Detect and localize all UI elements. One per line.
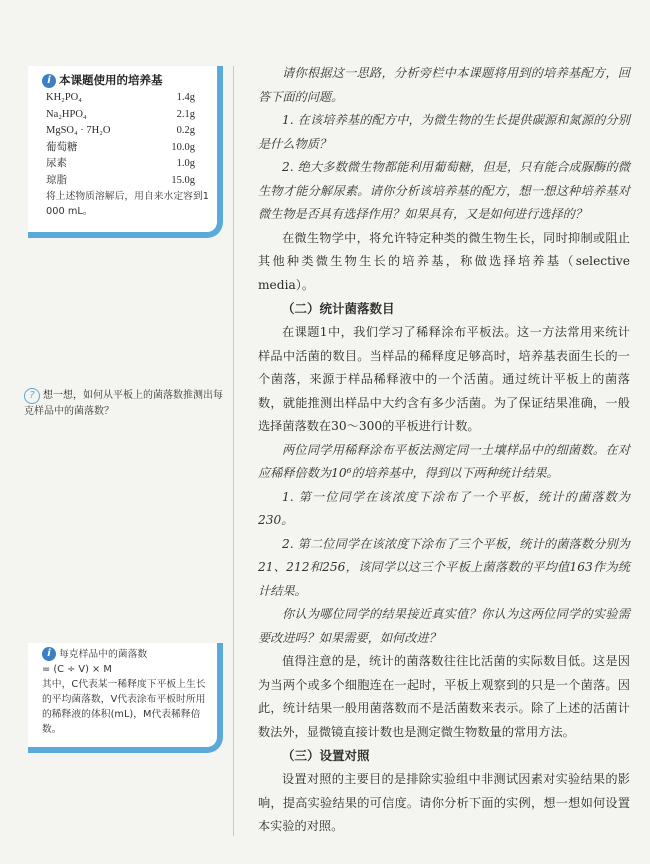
column-divider <box>233 66 234 836</box>
formula-title: i 每克样品中的菌落数 <box>42 647 209 662</box>
ingredient-row: MgSO₄ · 7H₂O 0.2g <box>46 125 195 136</box>
result-1: 1. 第一位同学在该浓度下涂布了一个平板，统计的菌落数为230。 <box>258 489 630 527</box>
info-icon: i <box>42 74 56 88</box>
medium-recipe-box <box>28 66 223 238</box>
recipe-note: 将上述物质溶解后，用自来水定容到1 000 mL。 <box>46 191 209 217</box>
ingredient-list <box>42 90 209 189</box>
paragraph: 设置对照的主要目的是排除实验组中非测试因素对实验结果的影响，提高实验结果的可信度。请你分析下面的实例，想一想如何设置本实验的对照。 <box>258 772 630 833</box>
formula-box <box>28 643 223 753</box>
question-3: 你认为哪位同学的结果接近真实值？你认为这两位同学的实验需要改进吗？如果需要，如何改进？ <box>258 607 630 645</box>
main-text <box>258 62 630 839</box>
ingredient-row: Na₂HPO₄ 2.1g <box>46 108 195 120</box>
paragraph: 在微生物学中，将允许特定种类的微生物生长，同时抑制或阻止其他种类微生物生长的培养基，称做选择培养基（selective media）。 <box>258 230 630 292</box>
paragraph: 值得注意的是，统计的菌落数往往比活菌的实际数目低。这是因为当两个或多个细胞连在一起时，平板上观察到的只是一个菌落。因此，统计结果一般用菌落数而不是活菌数来表示。除了上述的活菌计数法外，显微镜直接计数也是测定微生物数量的常用方法。 <box>258 654 630 739</box>
info-icon: i <box>42 647 56 661</box>
ingredient-row: 葡萄糖 10.0g <box>46 141 195 153</box>
paragraph: 请你根据这一思路，分析旁栏中本课题将用到的培养基配方，回答下面的问题。 <box>258 66 630 104</box>
question-2: 2. 绝大多数微生物都能利用葡萄糖，但是，只有能合成脲酶的微生物才能分解尿素。请你分析该培养基的配方，想一想这种培养基对微生物是否具有选择作用？如果具有，又是如何进行选择的？ <box>258 160 630 221</box>
question-icon: ? <box>24 388 40 404</box>
question-1: 1. 在该培养基的配方中，为微生物的生长提供碳源和氮源的分别是什么物质？ <box>258 113 630 151</box>
ingredient-row: 尿素 1.0g <box>46 158 195 169</box>
ingredient-row: KH₂PO₄ 1.4g <box>46 92 195 103</box>
medium-recipe-title: i 本课题使用的培养基 <box>42 72 209 90</box>
paragraph: 在课题1中，我们学习了稀释涂布平板法。这一方法常用来统计样品中活菌的数目。当样品的稀释度足够高时，培养基表面生长的一个菌落，来源于样品稀释液中的一个活菌。通过统计平板上的菌落数，就能推测出样品中大约含有多少活菌。为了保证结果准确，一般选择菌落数在30～300的平板进行计数。 <box>258 325 630 433</box>
formula-expression: = (C ÷ V) × M <box>42 664 112 675</box>
paragraph: 两位同学用稀释涂布平板法测定同一土壤样品中的细菌数。在对应稀释倍数为10⁶的培养基中，得到以下两种统计结果。 <box>258 442 630 480</box>
think-note: ? 想一想，如何从平板上的菌落数推测出每克样品中的菌落数？ <box>24 390 223 417</box>
section-heading: （三）设置对照 <box>282 748 370 763</box>
formula-explanation: 其中，C代表某一稀释度下平板上生长的平均菌落数，V代表涂布平板时所用的稀释液的体积(mL)，M代表稀释倍数。 <box>42 679 206 735</box>
section-heading: （二）统计菌落数目 <box>282 301 395 316</box>
result-2: 2. 第二位同学在该浓度下涂布了三个平板，统计的菌落数分别为21、212和256，该同学以这三个平板上菌落数的平均值163作为统计结果。 <box>258 536 630 598</box>
ingredient-row: 琼脂 15.0g <box>46 174 195 186</box>
